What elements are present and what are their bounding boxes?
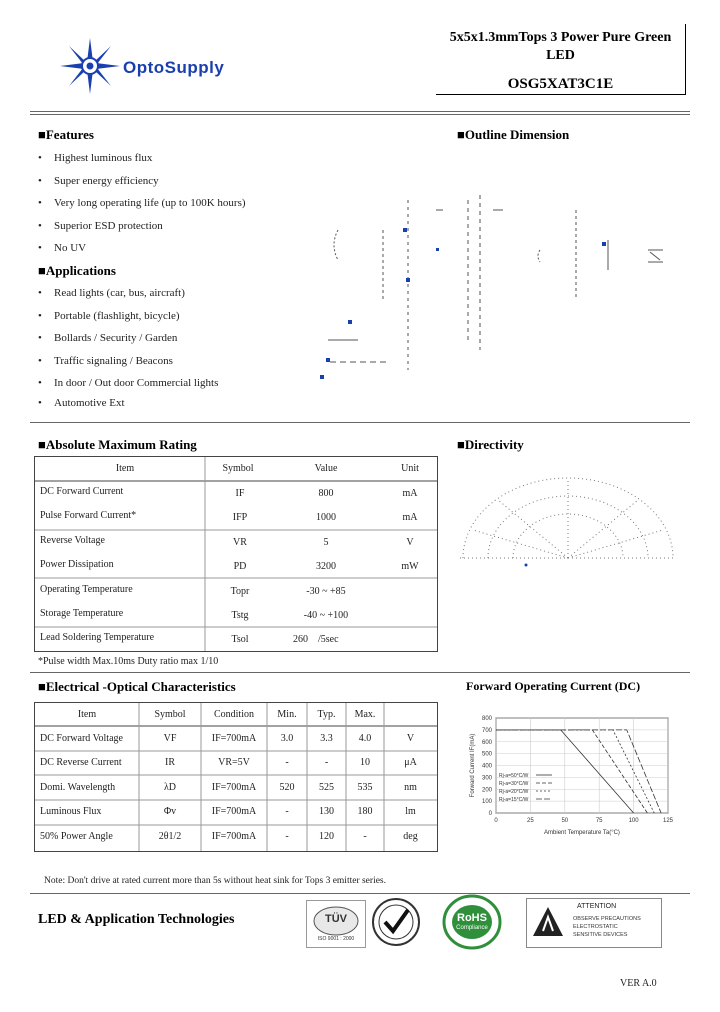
table-cell: Luminous Flux — [40, 806, 102, 817]
divider-bottom — [30, 893, 690, 894]
list-item: • In door / Out door Commercial lights — [38, 377, 219, 389]
y-tick-label: 500 — [481, 751, 492, 758]
col-typ: Typ. — [317, 709, 336, 720]
table-cell: IF=700mA — [211, 733, 257, 744]
x-tick-label: 75 — [595, 818, 603, 824]
table-cell: 4.0 — [358, 733, 372, 744]
col-symbol: Symbol — [222, 463, 254, 474]
features-heading: ■Features — [38, 127, 94, 142]
logo-text: OptoSupply — [123, 58, 225, 77]
list-item: • Traffic signaling / Beacons — [38, 355, 173, 367]
table-cell: IFP — [232, 512, 248, 523]
table-cell: IF — [235, 488, 245, 499]
rohs-badge — [441, 894, 503, 950]
table-row: Pulse Forward Current* — [40, 510, 137, 521]
table-cell: VR — [233, 537, 247, 548]
col-item: Item — [77, 709, 97, 720]
table-row: DC Forward Current — [40, 486, 124, 497]
list-item: • Superior ESD protection — [38, 220, 163, 232]
col-unit: Unit — [401, 463, 419, 474]
table-cell: - — [324, 757, 329, 768]
table-cell: λD — [163, 782, 177, 793]
table-cell: 3.0 — [280, 733, 294, 744]
electrical-heading: ■Electrical -Optical Characteristics — [38, 679, 236, 694]
table-cell: IF=700mA — [211, 831, 257, 842]
directivity-heading: ■Directivity — [457, 437, 524, 452]
list-item: • Super energy efficiency — [38, 175, 159, 187]
table-row: Reverse Voltage — [40, 535, 105, 546]
table-cell: 520 — [279, 782, 295, 793]
table-cell: 5 — [323, 537, 329, 548]
table-cell: IF=700mA — [211, 806, 257, 817]
directivity-diagram — [458, 470, 678, 575]
table-cell: Tstg — [231, 610, 249, 621]
table-cell: PD — [233, 561, 247, 572]
x-tick-label: 50 — [561, 818, 569, 824]
attention-line: ELECTROSTATIC — [573, 924, 618, 930]
title-line-2: LED — [546, 48, 575, 63]
y-tick-label: 400 — [481, 763, 492, 770]
x-tick-label: 25 — [527, 818, 534, 824]
table-cell: 525 — [319, 782, 334, 793]
table-cell: Domi. Wavelength — [40, 782, 116, 793]
table-cell: 2θ1/2 — [158, 831, 182, 842]
table-cell: 800 — [318, 488, 334, 499]
col-condition: Condition — [213, 709, 254, 720]
version-label: VER A.0 — [620, 978, 657, 989]
table-cell: 180 — [357, 806, 373, 817]
y-tick-label: 200 — [481, 787, 492, 794]
electrical-table — [34, 702, 438, 852]
table-cell: 260 /5sec — [293, 634, 339, 645]
table-cell: -30 ~ +85 — [306, 586, 346, 597]
table-row: Power Dissipation — [40, 559, 114, 570]
table-cell: 130 — [319, 806, 334, 817]
table-cell: - — [285, 831, 289, 842]
attention-title: ATTENTION — [577, 903, 617, 910]
forward-current-chart — [458, 710, 680, 845]
table-cell: IF=700mA — [211, 782, 257, 793]
table-cell: - — [285, 806, 289, 817]
y-tick-label: 0 — [488, 811, 492, 817]
list-item: • No UV — [38, 242, 87, 254]
table-cell: mA — [402, 512, 418, 523]
outline-heading: ■Outline Dimension — [457, 127, 570, 142]
table-row: Lead Soldering Temperature — [40, 632, 155, 643]
table-cell: 10 — [360, 757, 370, 768]
esd-warning-icon — [531, 905, 565, 939]
table-cell: IR — [165, 757, 175, 768]
rohs-label: RoHS — [457, 912, 487, 924]
table-cell: - — [363, 831, 367, 842]
divider-top-2 — [30, 114, 690, 115]
logo — [55, 36, 125, 96]
table-cell: mW — [401, 561, 419, 572]
outline-drawing — [318, 190, 678, 390]
col-max: Max. — [354, 709, 376, 720]
list-item: • Read lights (car, bus, aircraft) — [38, 287, 185, 299]
x-tick-label: 100 — [628, 818, 639, 824]
x-axis-label: Ambient Temperature Ta(°C) — [544, 830, 620, 836]
tuv-label: TÜV — [325, 913, 347, 925]
attention-lines — [573, 915, 641, 939]
title-line-1: 5x5x1.3mmTops 3 Power Pure Green — [449, 30, 672, 45]
table-cell: Tsol — [231, 634, 249, 645]
y-tick-label: 300 — [481, 775, 492, 782]
table-cell: 535 — [357, 782, 373, 793]
divider-lower — [30, 672, 690, 673]
table-cell: deg — [403, 831, 418, 842]
col-item: Item — [115, 463, 135, 474]
table-cell: 1000 — [316, 512, 336, 523]
list-item: • Automotive Ext — [38, 397, 125, 409]
applications-heading: ■Applications — [38, 263, 116, 278]
y-tick-label: 600 — [481, 739, 492, 746]
y-axis-label: Forward Current IF(mA) — [470, 733, 476, 798]
certified-badge — [370, 896, 422, 948]
rohs-sub: Compliance — [456, 925, 488, 931]
table-cell: VR=5V — [218, 757, 250, 768]
table-cell: μA — [404, 757, 417, 768]
table-cell: nm — [404, 782, 417, 793]
attention-badge — [526, 898, 662, 948]
table-cell: 50% Power Angle — [40, 831, 113, 842]
table-cell: mA — [402, 488, 418, 499]
y-tick-label: 700 — [481, 727, 492, 734]
tuv-sub: ISO 9001 : 2000 — [317, 936, 355, 942]
table-cell: 120 — [319, 831, 334, 842]
table-cell: -40 ~ +100 — [303, 610, 349, 621]
absolute-max-footnote: *Pulse width Max.10ms Duty ratio max 1/10 — [38, 656, 219, 667]
legend-label: Rj-a=20°C/W — [499, 789, 529, 795]
list-item: • Very long operating life (up to 100K hours) — [38, 197, 246, 209]
table-cell: VF — [163, 733, 177, 744]
attention-line: OBSERVE PRECAUTIONS — [573, 916, 641, 922]
list-item: • Bollards / Security / Garden — [38, 332, 178, 344]
y-tick-label: 800 — [481, 716, 492, 722]
table-row: Operating Temperature — [40, 584, 133, 595]
legend-label: Rj-a=15°C/W — [499, 797, 529, 803]
table-cell: - — [285, 757, 289, 768]
divider-mid — [30, 422, 690, 423]
table-cell: 3.3 — [320, 733, 333, 744]
table-cell: V — [406, 537, 414, 548]
x-tick-label: 125 — [662, 818, 674, 824]
part-number: OSG5XAT3C1E — [507, 76, 614, 92]
absolute-max-heading: ■Absolute Maximum Rating — [38, 437, 197, 452]
table-cell: DC Forward Voltage — [40, 733, 123, 744]
tuv-badge — [306, 900, 366, 948]
y-tick-label: 100 — [481, 799, 492, 806]
legend-label: Rj-a=30°C/W — [499, 781, 529, 787]
note-text: Note: Don't drive at rated current more than 5s without heat sink for Tops 3 emitter series. — [44, 876, 386, 886]
table-cell: 3200 — [316, 561, 336, 572]
attention-line: SENSITIVE DEVICES — [573, 932, 628, 938]
company-name: LED & Application Technologies — [38, 912, 235, 927]
table-cell: V — [406, 733, 415, 744]
table-cell: lm — [405, 806, 416, 817]
title-box — [436, 24, 686, 95]
table-cell: DC Reverse Current — [40, 757, 122, 768]
col-min: Min. — [277, 709, 297, 720]
x-tick-label: 0 — [494, 818, 498, 824]
table-row: Storage Temperature — [40, 608, 124, 619]
col-value: Value — [314, 463, 338, 474]
table-cell: Topr — [230, 586, 250, 597]
list-item: • Highest luminous flux — [38, 152, 153, 164]
divider-top — [30, 111, 690, 112]
list-item: • Portable (flashlight, bicycle) — [38, 310, 180, 322]
legend-label: Rj-a=50°C/W — [499, 773, 529, 779]
col-symbol: Symbol — [154, 709, 186, 720]
chart-title: Forward Operating Current (DC) — [466, 679, 641, 693]
absolute-max-table — [34, 456, 438, 652]
table-cell: Φv — [163, 806, 177, 817]
